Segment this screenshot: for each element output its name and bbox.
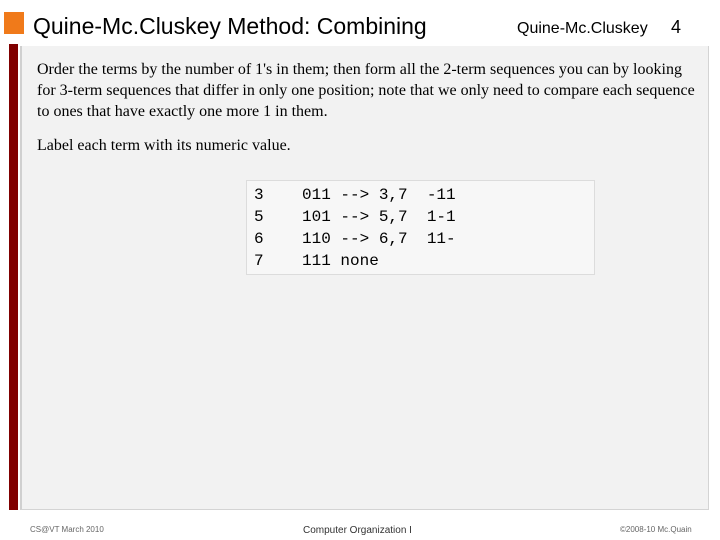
code-line: 3 011 --> 3,7 -11 <box>254 186 456 204</box>
slide-number: 4 <box>671 17 682 37</box>
label-instruction: Label each term with its numeric value. <box>37 137 291 154</box>
title-accent-square <box>4 12 24 34</box>
code-line: 6 110 --> 6,7 11- <box>254 230 456 248</box>
footer-course: Computer Organization I <box>303 525 412 536</box>
footer-copyright: ©2008-10 Mc.Quain <box>620 525 692 534</box>
code-line: 5 101 --> 5,7 1-1 <box>254 208 456 226</box>
instruction-paragraph: Order the terms by the number of 1's in them; then form all the 2-term sequences you can by looking for 3-term sequences that differ in only one position; note that we only need to compare each sequence to ones that have exactly one more 1 in them. <box>37 61 695 120</box>
footer-date: CS@VT March 2010 <box>30 525 104 534</box>
code-line: 7 111 none <box>254 252 379 270</box>
slide-title: Quine-Mc.Cluskey Method: Combining <box>33 13 427 39</box>
slide-topic: Quine-Mc.Cluskey <box>517 20 648 37</box>
code-block <box>246 180 595 275</box>
left-accent-bar <box>9 44 18 510</box>
